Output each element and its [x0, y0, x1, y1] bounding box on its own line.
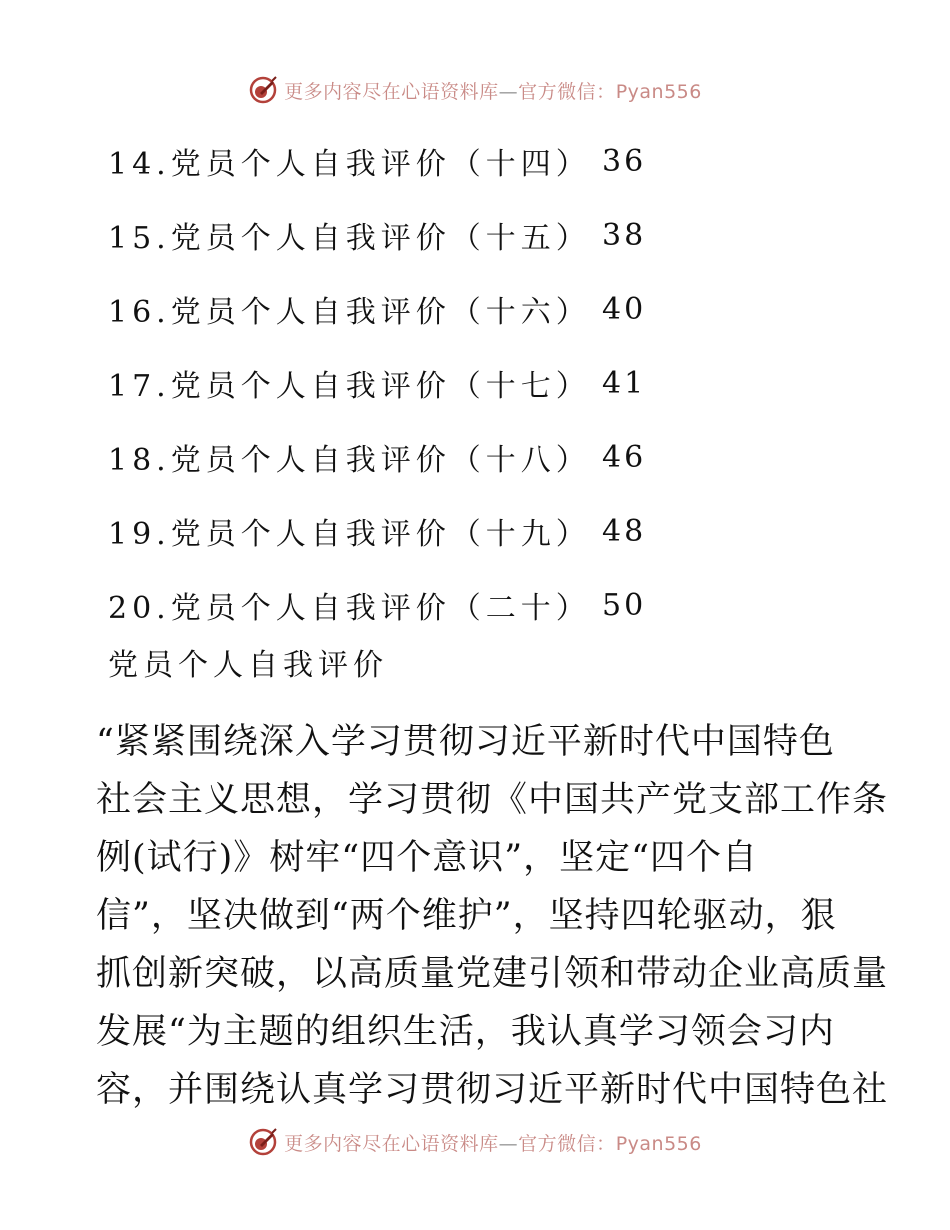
watermark-text [284, 1129, 702, 1156]
watermark-wechat-id: Pyan556 [615, 1132, 702, 1155]
watermark-cn2: 官方微信： [518, 80, 616, 103]
toc-item-label: 20.党员个人自我评价（二十） [108, 591, 591, 626]
watermark-separator: — [498, 80, 519, 103]
toc-item-page: 38 [602, 217, 647, 253]
toc-item-page: 46 [602, 439, 647, 475]
toc-item-page: 48 [602, 513, 647, 549]
toc-item-label: 15.党员个人自我评价（十五） [108, 221, 591, 256]
toc-item-page: 36 [602, 143, 647, 179]
quill-logo-icon [248, 1127, 278, 1157]
watermark-cn: 更多内容尽在心语资料库 [284, 1132, 499, 1155]
toc-item [108, 124, 708, 198]
body-paragraph [96, 713, 889, 1119]
watermark-text [284, 77, 702, 104]
watermark-wechat-id: Pyan556 [615, 80, 702, 103]
body-line: 例(试行)》树牢“四个意识”，坚定“四个自 [96, 838, 758, 878]
toc-item [108, 568, 708, 642]
toc-item [108, 494, 708, 568]
toc-item [108, 420, 708, 494]
watermark-header [0, 70, 950, 110]
body-line: 容，并围绕认真学习贯彻习近平新时代中国特色社 [96, 1070, 889, 1110]
body-line: 抓创新突破，以高质量党建引领和带动企业高质量 [96, 954, 889, 994]
body-line: 信”，坚决做到“两个维护”，坚持四轮驱动，狠 [96, 896, 837, 936]
toc-item-label: 19.党员个人自我评价（十九） [108, 517, 591, 552]
toc-item-label: 18.党员个人自我评价（十八） [108, 443, 591, 478]
body-line: 发展“为主题的组织生活，我认真学习领会习内 [96, 1012, 835, 1052]
watermark-cn2: 官方微信： [518, 1132, 616, 1155]
toc-item [108, 272, 708, 346]
toc-item [108, 198, 708, 272]
quill-logo-icon [248, 75, 278, 105]
toc-item-label: 16.党员个人自我评价（十六） [108, 295, 591, 330]
toc-item-label: 14.党员个人自我评价（十四） [108, 147, 591, 182]
toc-item-label: 17.党员个人自我评价（十七） [108, 369, 591, 404]
toc-item-page: 50 [602, 587, 647, 623]
watermark-footer [0, 1122, 950, 1162]
toc-item-page: 41 [602, 365, 647, 401]
body-line: “紧紧围绕深入学习贯彻习近平新时代中国特色 [96, 722, 835, 762]
section-title: 党员个人自我评价 [108, 648, 388, 683]
body-line: 社会主义思想，学习贯彻《中国共产党支部工作条 [96, 780, 889, 820]
table-of-contents [108, 124, 708, 642]
watermark-separator: — [498, 1132, 519, 1155]
toc-item-page: 40 [602, 291, 647, 327]
watermark-cn: 更多内容尽在心语资料库 [284, 80, 499, 103]
toc-item [108, 346, 708, 420]
